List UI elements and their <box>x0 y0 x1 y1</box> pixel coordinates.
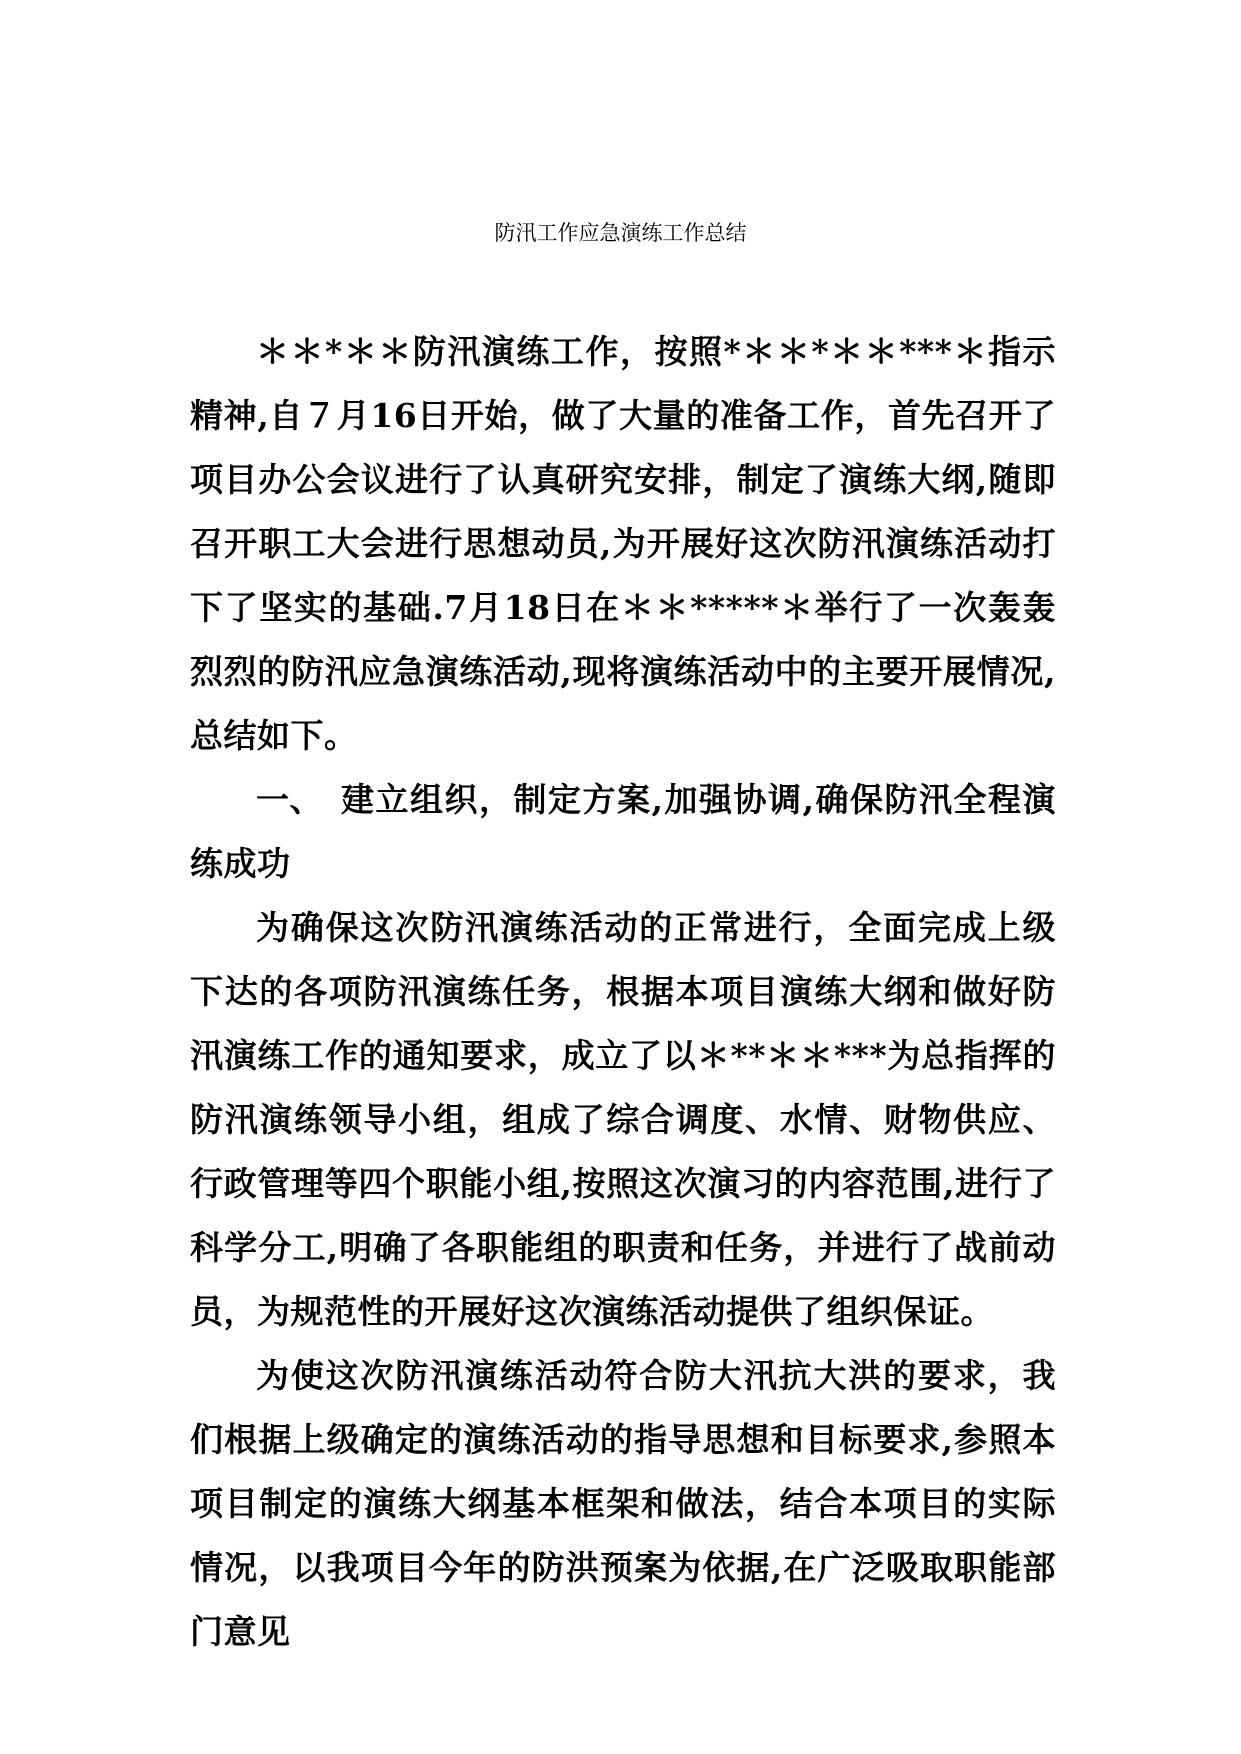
section-1-number: 一、 <box>256 780 323 819</box>
document-title: 防汛工作应急演练工作总结 <box>494 221 747 245</box>
section-1-paragraph-1: 为确保这次防汛演练活动的正常进行，全面完成上级下达的各项防汛演练任务，根据本项目演练大纲和做好防汛演练工作的通知要求，成立了以＊**＊＊***为总指挥的防汛演练领导小组，组成了综合调度、水情、财物供应、行政管理等四个职能小组,按照这次演习的内容范围,进行了科学分工,明确了各职能组的职责和任务，并进行了战前动员，为规范性的开展好这次演练活动提供了组织保证。 <box>190 908 1056 1331</box>
section-1-heading-text: 建立组织，制定方案,加强协调,确保防汛全程演练成功 <box>190 780 1056 883</box>
document-body <box>190 320 1056 1664</box>
section-1-heading <box>190 768 1056 896</box>
intro-paragraph: ＊＊*＊＊防汛演练工作，按照*＊＊*＊＊***＊指示精神,自７月16日开始，做了大量的准备工作，首先召开了项目办公会议进行了认真研究安排，制定了演练大纲,随即召开职工大会进行思想动员,为开展好这次防汛演练活动打下了坚实的基础.7月18日在＊＊*****＊举行了一次轰轰烈烈的防汛应急演练活动,现将演练活动中的主要开展情况,总结如下。 <box>190 332 1056 755</box>
section-1-paragraph-2: 为使这次防汛演练活动符合防大汛抗大洪的要求，我们根据上级确定的演练活动的指导思想和目标要求,参照本项目制定的演练大纲基本框架和做法，结合本项目的实际情况，以我项目今年的防洪预案为依据,在广泛吸取职能部门意见 <box>190 1356 1056 1651</box>
